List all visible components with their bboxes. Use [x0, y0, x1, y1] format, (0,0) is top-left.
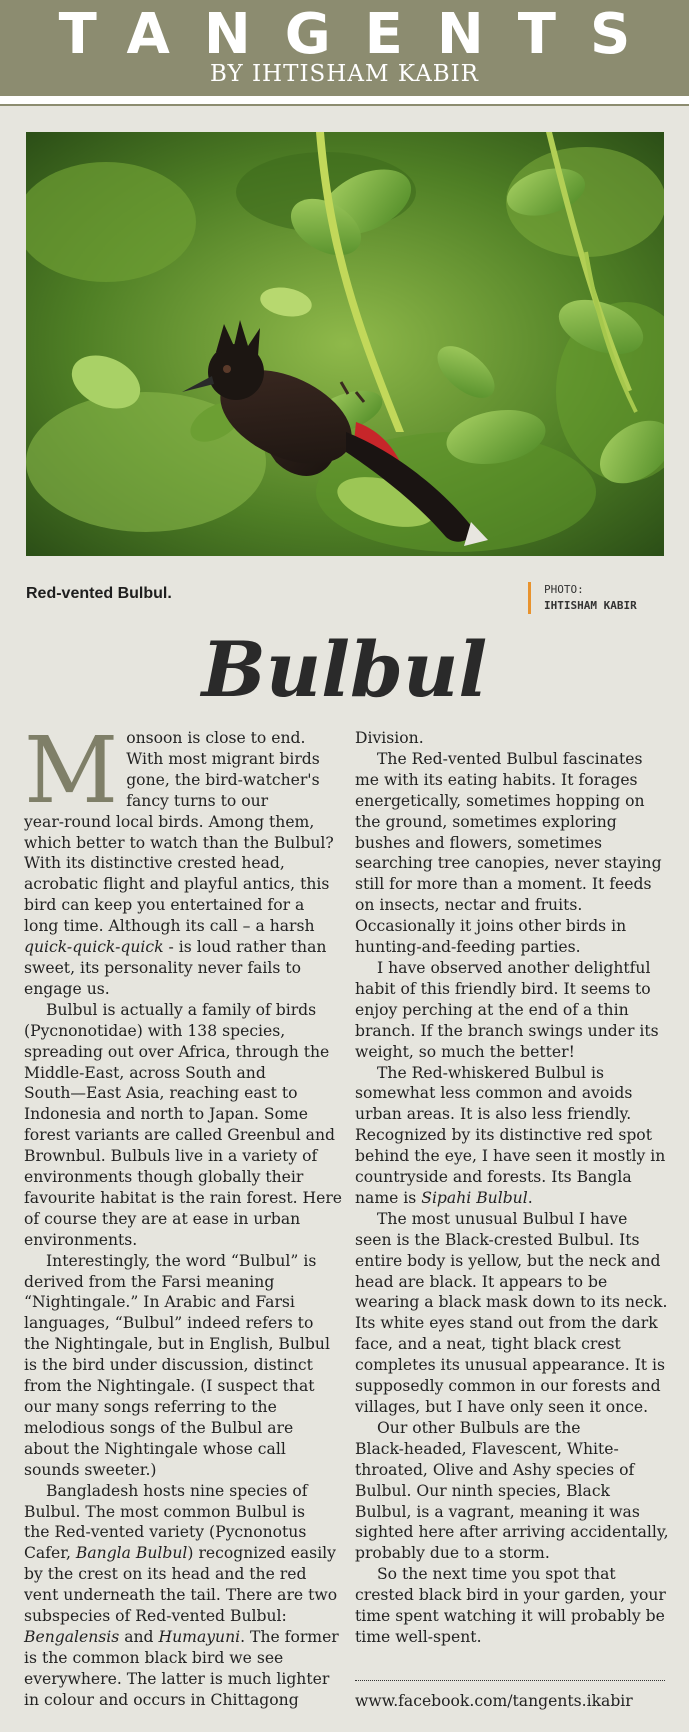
bird-photo-icon: [26, 132, 664, 556]
text-line: environments.: [24, 1230, 138, 1249]
signoff: [355, 1672, 665, 1711]
text-span: and: [119, 1627, 159, 1646]
text-line: me with its eating habits. It forages: [355, 770, 638, 789]
masthead-banner: [0, 0, 689, 96]
text-line: Bulbul, is a vagrant, meaning it was: [355, 1502, 640, 1521]
text-line: branch. If the branch swings under its: [355, 1021, 659, 1040]
text-span: Cafer,: [24, 1544, 76, 1563]
text-line: time spent watching it will probably be: [355, 1607, 665, 1626]
text-line: completes its unusual appearance. It is: [355, 1356, 666, 1375]
text-span: .: [527, 1188, 533, 1207]
text-line: still for more than a moment. It feeds: [355, 875, 652, 894]
text-line: gone, the bird-watcher's: [126, 770, 320, 789]
text-line: seen is the Black-crested Bulbul. Its: [355, 1230, 640, 1249]
photo-caption: Red-vented Bulbul.: [26, 585, 172, 602]
masthead-title: TANGENTS: [58, 2, 665, 67]
text-span: - is loud rather than: [163, 938, 327, 957]
text-line: [355, 1188, 667, 1209]
text-line: Our other Bulbuls are the: [377, 1418, 581, 1437]
text-line: Indonesia and north to Japan. Some: [24, 1105, 308, 1124]
text-line: long time. Although its call – a harsh: [24, 917, 315, 936]
text-line: in colour and occurs in Chittagong: [24, 1690, 299, 1709]
text-span: name is: [355, 1188, 422, 1207]
text-line: languages, “Bulbul” indeed refers to: [24, 1314, 314, 1333]
text-line: of course they are at ease in urban: [24, 1209, 301, 1228]
text-line: from the Nightingale. (I suspect that: [24, 1377, 315, 1396]
banner-divider: [0, 96, 689, 104]
text-line: supposedly common in our forests and: [355, 1377, 661, 1396]
text-line: which better to watch than the Bulbul?: [24, 833, 334, 852]
text-span: . The former: [240, 1627, 339, 1646]
text-line: wearing a black mask down to its neck.: [355, 1293, 668, 1312]
text-line: our many songs referring to the: [24, 1398, 277, 1416]
text-span: ) recognized easily: [187, 1544, 336, 1563]
text-line: spreading out over Africa, through the: [24, 1042, 330, 1061]
text-line: the Nightingale, but in English, Bulbul: [24, 1335, 330, 1354]
text-line: countryside and forests. Its Bangla: [355, 1168, 632, 1187]
text-line: face, and a neat, tight black crest: [355, 1335, 621, 1354]
facebook-link[interactable]: www.facebook.com/tangents.ikabir: [355, 1692, 633, 1710]
text-line: habit of this friendly bird. It seems to: [355, 979, 651, 998]
text-line: “Nightingale.” In Arabic and Farsi: [24, 1293, 295, 1312]
text-line: villages, but I have only seen it once.: [355, 1398, 649, 1416]
banner-underline: [0, 104, 689, 106]
text-line: by the crest on its head and the red: [24, 1565, 307, 1584]
text-line: Bulbul is actually a family of birds: [46, 1000, 317, 1019]
text-line: throated, Olive and Ashy species of: [355, 1460, 635, 1479]
text-line: [24, 937, 332, 958]
text-line: enjoy perching at the end of a thin: [355, 1000, 629, 1019]
text-line: I have observed another delightful: [377, 958, 651, 977]
text-line: Bulbul. Our ninth species, Black: [355, 1481, 610, 1500]
text-line: is the common black bird we see: [24, 1648, 284, 1667]
text-line: bushes and flowers, sometimes: [355, 833, 602, 852]
text-line: the ground, sometimes exploring: [355, 812, 617, 831]
text-line: Bulbul. The most common Bulbul is: [24, 1502, 305, 1521]
text-line: Bangladesh hosts nine species of: [46, 1481, 308, 1500]
text-line: With its distinctive crested head,: [24, 854, 285, 873]
text-line: environments though globally their: [24, 1168, 304, 1187]
text-line: entire body is yellow, but the neck and: [355, 1251, 661, 1270]
text-line: subspecies of Red-vented Bulbul:: [24, 1607, 287, 1626]
text-line: energetically, sometimes hopping on: [355, 791, 645, 810]
text-line: Recognized by its distinctive red spot: [355, 1126, 652, 1145]
text-line: favourite habitat is the rain forest. Here: [24, 1188, 343, 1207]
text-line: searching tree canopies, never staying: [355, 854, 662, 873]
text-line: head are black. It appears to be: [355, 1272, 608, 1291]
text-line: on insects, nectar and fruits.: [355, 896, 583, 915]
text-line: probably due to a storm.: [355, 1544, 550, 1563]
text-line: fancy turns to our: [126, 791, 269, 810]
text-line: South—East Asia, reaching east to: [24, 1084, 298, 1103]
text-line: melodious songs of the Bulbul are: [24, 1418, 294, 1437]
text-line: everywhere. The latter is much lighter: [24, 1669, 330, 1688]
text-line: the Red-vented variety (Pycnonotus: [24, 1523, 307, 1542]
dotted-divider: [355, 1680, 665, 1681]
photo-credit-name: IHTISHAM KABIR: [544, 599, 637, 612]
text-line: engage us.: [24, 979, 110, 998]
text-line: Occasionally it joins other birds in: [355, 917, 627, 936]
text-line: onsoon is close to end.: [126, 729, 306, 747]
text-line: sighted here after arriving accidentally,: [355, 1523, 669, 1542]
text-line: Division.: [355, 729, 424, 747]
text-line: urban areas. It is also less friendly.: [355, 1105, 632, 1124]
text-line: Middle-East, across South and: [24, 1063, 266, 1082]
text-line: The most unusual Bulbul I have: [377, 1209, 628, 1228]
text-line: crested black bird in your garden, your: [355, 1586, 666, 1605]
text-line: time well-spent.: [355, 1627, 482, 1646]
text-line: Its white eyes stand out from the dark: [355, 1314, 658, 1333]
text-line: The Red-whiskered Bulbul is: [377, 1063, 604, 1082]
article-column-right: [355, 728, 667, 1648]
text-line: somewhat less common and avoids: [355, 1084, 633, 1103]
text-line: Black-headed, Flavescent, White-: [355, 1439, 619, 1458]
article-headline: Bulbul: [201, 625, 488, 714]
text-line: vent underneath the tail. There are two: [24, 1586, 338, 1605]
photo-credit: [528, 582, 637, 614]
call-italic: quick-quick-quick: [24, 938, 164, 957]
text-line: [24, 1627, 339, 1648]
text-line: [24, 1543, 336, 1564]
text-line: Brownbul. Bulbuls live in a variety of: [24, 1147, 318, 1166]
text-line: about the Nightingale whose call: [24, 1439, 286, 1458]
photo-credit-label: PHOTO:: [544, 583, 584, 596]
article-column-left: [24, 717, 343, 1711]
text-line: behind the eye, I have seen it mostly in: [355, 1147, 666, 1166]
text-line: hunting-and-feeding parties.: [355, 938, 581, 957]
drop-cap: M: [24, 717, 119, 824]
bird-photo: [26, 132, 664, 556]
bangla-name-italic: Sipahi Bulbul: [421, 1188, 528, 1207]
text-line: Interestingly, the word “Bulbul” is: [46, 1251, 317, 1270]
text-line: (Pycnonotidae) with 138 species,: [24, 1021, 286, 1040]
subspecies-italic: Humayuni: [158, 1627, 241, 1646]
text-line: bird can keep you entertained for a: [24, 896, 305, 915]
text-line: forest variants are called Greenbul and: [24, 1126, 335, 1145]
text-line: acrobatic flight and playful antics, this: [24, 875, 330, 894]
bangla-name-italic: Bangla Bulbul: [75, 1544, 188, 1563]
text-line: is the bird under discussion, distinct: [24, 1356, 313, 1375]
text-line: weight, so much the better!: [355, 1042, 575, 1061]
text-line: So the next time you spot that: [377, 1565, 616, 1584]
text-line: sweet, its personality never fails to: [24, 958, 301, 977]
text-line: derived from the Farsi meaning: [24, 1272, 275, 1291]
text-line: The Red-vented Bulbul fascinates: [377, 749, 643, 768]
text-line: With most migrant birds: [126, 749, 320, 768]
text-line: sounds sweeter.): [24, 1460, 157, 1479]
text-line: year-round local birds. Among them,: [24, 812, 315, 831]
masthead-byline: BY IHTISHAM KABIR: [209, 61, 479, 87]
subspecies-italic: Bengalensis: [24, 1627, 120, 1646]
